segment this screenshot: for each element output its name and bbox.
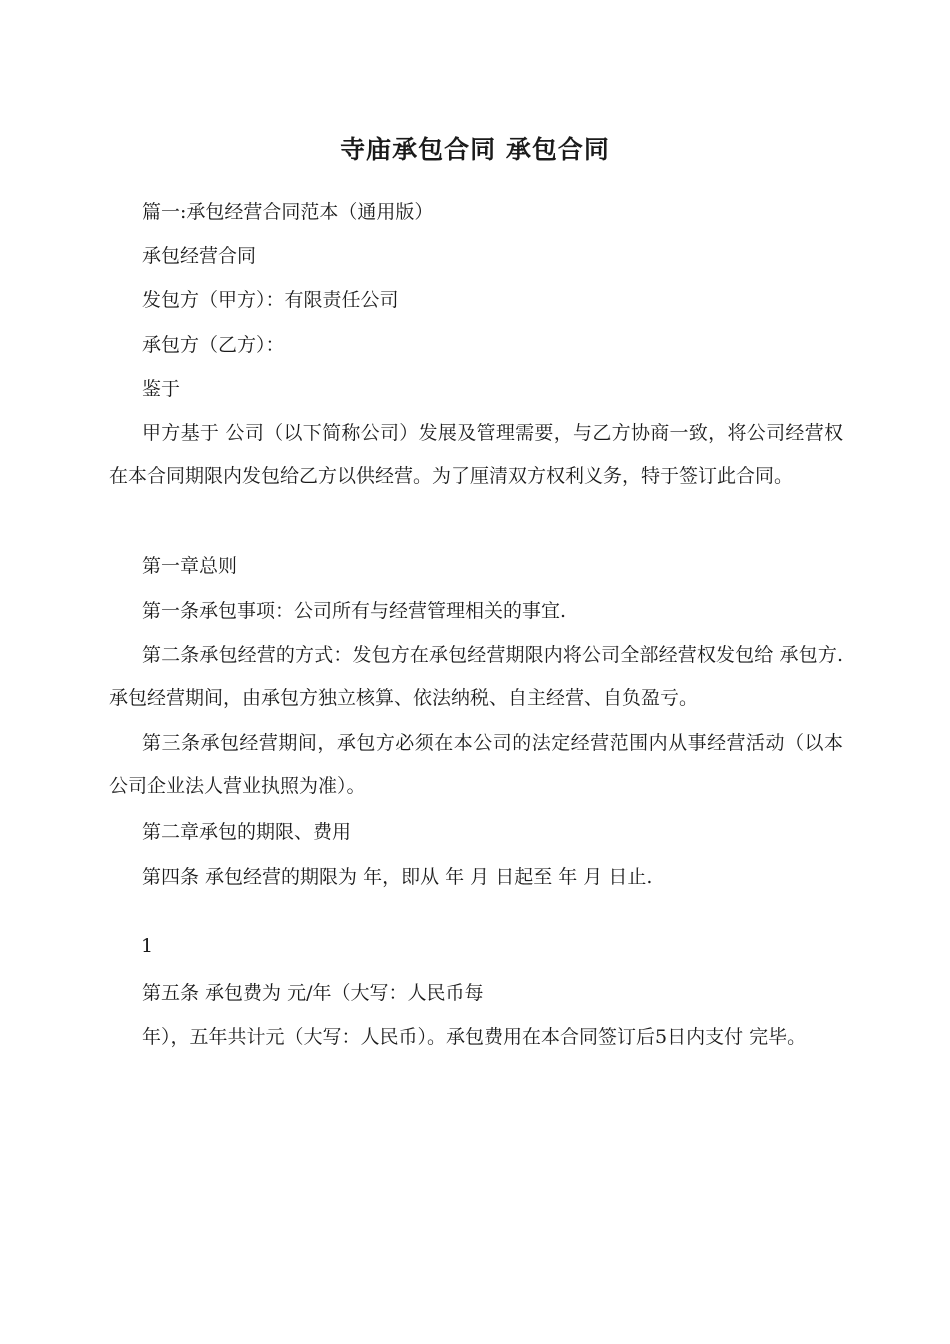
whereas-label: 鉴于 <box>142 378 181 400</box>
article-1: 第一条承包事项：公司所有与经营管理相关的事宜. <box>142 600 567 622</box>
party-b: 承包方（乙方）： <box>142 334 285 356</box>
article-2: 第二条承包经营的方式：发包方在承包经营期限内将公司全部经营权发包给 承包方.承包经营期间，由承包方独立核算、依法纳税、自主经营、自负盈亏。 <box>109 644 843 709</box>
page-number: 1 <box>141 935 154 957</box>
chapter-2-heading: 第二章承包的期限、费用 <box>142 821 352 843</box>
contract-title: 承包经营合同 <box>142 245 257 267</box>
article-5-continuation: 年），五年共计元（大写：人民币）。承包费用在本合同签订后5日内支付 完毕。 <box>142 1026 807 1048</box>
part-heading: 篇一:承包经营合同范本（通用版） <box>142 201 434 223</box>
document-title: 寺庙承包合同 承包合同 <box>340 135 610 164</box>
article-5: 第五条 承包费为 元/年（大写：人民币每 <box>142 982 484 1004</box>
party-a: 发包方（甲方）：有限责任公司 <box>142 289 399 311</box>
article-4: 第四条 承包经营的期限为 年，即从 年 月 日起至 年 月 日止. <box>142 866 653 888</box>
preamble-paragraph: 甲方基于 公司（以下简称公司）发展及管理需要，与乙方协商一致，将公司经营权在本合同期限内发包给乙方以供经营。为了厘清双方权利义务，特于签订此合同。 <box>109 422 843 487</box>
chapter-1-heading: 第一章总则 <box>142 555 238 577</box>
article-3: 第三条承包经营期间，承包方必须在本公司的法定经营范围内从事经营活动（以本公司企业法人营业执照为准）。 <box>109 732 843 797</box>
